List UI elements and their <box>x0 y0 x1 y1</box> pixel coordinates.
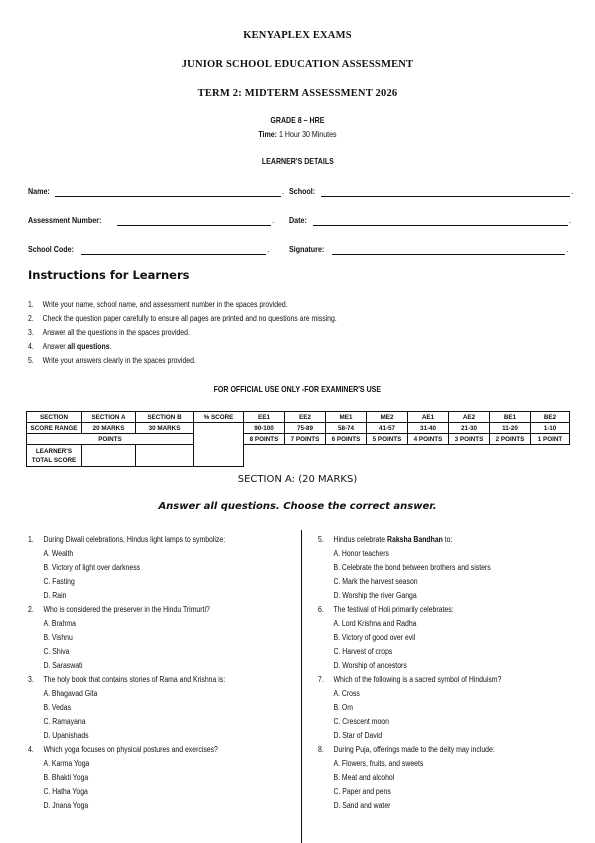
name-dot: . <box>282 187 285 196</box>
answer-option[interactable]: B. Bhakti Yoga <box>43 773 89 782</box>
range-ee2: 75-89 <box>285 423 326 434</box>
question <box>318 673 531 743</box>
question-stem <box>318 533 501 547</box>
answer-option[interactable]: C. Crescent moon <box>333 717 389 726</box>
grade-subject-text: GRADE 8 – HRE <box>270 116 325 125</box>
score-header-cell: BE1 <box>490 412 531 423</box>
answer-option[interactable]: A. Bhagavad Gita <box>43 689 98 698</box>
question-number: 5. <box>318 535 324 544</box>
assessment-number-dot: . <box>272 216 275 225</box>
points-me1: 6 POINTS <box>326 434 367 445</box>
questions-right-column <box>318 533 531 813</box>
question <box>28 673 257 743</box>
signature-dot: . <box>566 245 569 254</box>
question-stem <box>28 743 225 757</box>
assessment-title: JUNIOR SCHOOL EDUCATION ASSESSMENT <box>181 59 414 70</box>
signature-label: Signature: <box>289 244 325 254</box>
answer-option[interactable]: C. Shiva <box>43 647 70 656</box>
question-number: 2. <box>28 605 34 614</box>
answer-option[interactable]: B. Victory of light over darkness <box>43 563 141 572</box>
answer-option[interactable]: A. Honor teachers <box>333 549 389 558</box>
range-ae1: 31-40 <box>408 423 449 434</box>
answer-option[interactable]: D. Star of David <box>333 731 383 740</box>
signature-line[interactable] <box>332 254 565 255</box>
section-a-marks: 20 MARKS <box>82 423 136 434</box>
question <box>318 533 531 603</box>
points-ae2: 3 POINTS <box>449 434 490 445</box>
official-use-text: FOR OFFICIAL USE ONLY -FOR EXAMINER'S USE <box>213 385 382 394</box>
answer-option[interactable]: C. Harvest of crops <box>333 647 393 656</box>
score-header-cell: SECTION <box>27 412 82 423</box>
score-header-cell: ME2 <box>367 412 408 423</box>
instruction-number: 5. <box>28 356 34 365</box>
instruction-text: Write your answers clearly in the spaces provided. <box>42 356 196 365</box>
question-text: Which yoga focuses on physical postures and exercises? <box>43 745 218 754</box>
question-stem <box>318 673 501 687</box>
column-divider <box>301 530 302 843</box>
answer-option[interactable]: C. Paper and pens <box>333 787 391 796</box>
answer-option[interactable]: B. Vedas <box>43 703 72 712</box>
name-line[interactable] <box>55 196 281 197</box>
instruction-text-end: . <box>109 342 112 351</box>
answer-option[interactable]: D. Worship the river Ganga <box>333 591 417 600</box>
instruction-item <box>28 340 337 354</box>
points-ae1: 4 POINTS <box>408 434 449 445</box>
question-stem <box>318 603 501 617</box>
term-title: TERM 2: MIDTERM ASSESSMENT 2026 <box>197 88 398 99</box>
answer-option[interactable]: B. Celebrate the bond between brothers and sisters <box>333 563 491 572</box>
answer-option[interactable]: D. Sand and water <box>333 801 391 810</box>
question-stem <box>318 743 501 757</box>
instruction-text: Check the question paper carefully to ensure all pages are printed and no questions are missing. <box>42 314 337 323</box>
question-stem <box>28 673 225 687</box>
official-use-heading <box>0 385 595 394</box>
question-text: During Diwali celebrations, Hindus light lamps to symbolize: <box>43 535 226 544</box>
school-dot: . <box>571 187 574 196</box>
range-be2: 1-10 <box>531 423 570 434</box>
total-blank <box>244 445 570 467</box>
score-table-header-row <box>27 412 570 423</box>
question-text: Who is considered the preserver in the Hindu Trimurti? <box>43 605 210 614</box>
school-code-dot: . <box>267 245 270 254</box>
range-me2: 41-57 <box>367 423 408 434</box>
points-ee1: 8 POINTS <box>244 434 285 445</box>
answer-option[interactable]: D. Jnana Yoga <box>43 801 89 810</box>
range-be1: 11-20 <box>490 423 531 434</box>
instruction-item <box>28 326 337 340</box>
assessment-number-label: Assessment Number: <box>28 215 102 225</box>
learner-details-heading <box>0 157 595 166</box>
time-value: 1 Hour 30 Minutes <box>277 130 337 139</box>
answer-option[interactable]: B. Victory of good over evil <box>333 633 416 642</box>
total-section-b-cell[interactable] <box>136 445 194 467</box>
assessment-number-line[interactable] <box>117 225 271 226</box>
instruction-number: 4. <box>28 342 34 351</box>
question-stem <box>28 533 225 547</box>
learner-details-text: LEARNER'S DETAILS <box>261 157 334 166</box>
instruction-number: 1. <box>28 300 34 309</box>
question <box>28 533 257 603</box>
instruction-item <box>28 312 337 326</box>
answer-option[interactable]: A. Wealth <box>43 549 74 558</box>
total-section-a-cell[interactable] <box>82 445 136 467</box>
section-b-marks: 30 MARKS <box>136 423 194 434</box>
instruction-text: Answer <box>42 342 68 351</box>
score-header-cell: EE1 <box>244 412 285 423</box>
question-number: 4. <box>28 745 34 754</box>
score-header-cell: AE1 <box>408 412 449 423</box>
question <box>28 743 257 813</box>
school-code-label: School Code: <box>28 244 74 254</box>
answer-option[interactable]: C. Hatha Yoga <box>43 787 88 796</box>
answer-option[interactable]: C. Mark the harvest season <box>333 577 418 586</box>
answer-option[interactable]: D. Rain <box>43 591 67 600</box>
points-be2: 1 POINT <box>531 434 570 445</box>
range-ae2: 21-30 <box>449 423 490 434</box>
time-label: Time: <box>258 130 278 139</box>
instruction-item <box>28 354 337 368</box>
instruction-item <box>28 298 337 312</box>
grade-subject <box>0 116 595 125</box>
date-dot: . <box>569 216 572 225</box>
question-number: 7. <box>318 675 324 684</box>
answer-option[interactable]: A. Karma Yoga <box>43 759 90 768</box>
answer-option[interactable]: A. Lord Krishna and Radha <box>333 619 417 628</box>
answer-option[interactable]: A. Cross <box>333 689 360 698</box>
total-score-row <box>27 445 570 467</box>
score-header-cell: AE2 <box>449 412 490 423</box>
instruction-text: Answer all the questions in the spaces provided. <box>42 328 190 337</box>
points-ee2: 7 POINTS <box>285 434 326 445</box>
question-text: Hindus celebrate <box>333 535 388 544</box>
answer-option[interactable]: D. Saraswati <box>43 661 83 670</box>
section-a-title: SECTION A: (20 MARKS) <box>237 474 358 485</box>
question-number: 6. <box>318 605 324 614</box>
score-header-cell: BE2 <box>531 412 570 423</box>
range-me1: 58-74 <box>326 423 367 434</box>
score-header-cell: SECTION A <box>82 412 136 423</box>
instruction-text: Write your name, school name, and assessment number in the spaces provided. <box>42 300 288 309</box>
question-number: 1. <box>28 535 34 544</box>
question-text: The festival of Holi primarily celebrates: <box>333 605 454 614</box>
total-score-label <box>27 445 82 467</box>
answer-option[interactable]: D. Worship of ancestors <box>333 661 407 670</box>
question-bold: Raksha Bandhan <box>387 535 443 544</box>
score-header-cell: ME1 <box>326 412 367 423</box>
answer-option[interactable]: B. Om <box>333 703 353 712</box>
question <box>28 603 257 673</box>
questions-left-column <box>28 533 257 813</box>
score-header-cell: EE2 <box>285 412 326 423</box>
total-score-label-1: LEARNER'S <box>35 447 73 455</box>
points-be1: 2 POINTS <box>490 434 531 445</box>
question-stem <box>28 603 225 617</box>
question-text: During Puja, offerings made to the deity may include: <box>333 745 495 754</box>
answer-option[interactable]: C. Fasting <box>43 577 75 586</box>
question-number: 8. <box>318 745 324 754</box>
time-allowed <box>0 130 595 139</box>
school-label: School: <box>289 186 316 196</box>
points-row <box>27 434 570 445</box>
answer-option[interactable]: B. Vishnu <box>43 633 73 642</box>
answer-option[interactable]: A. Flowers, fruits, and sweets <box>333 759 424 768</box>
points-label: POINTS <box>27 434 194 445</box>
points-me2: 5 POINTS <box>367 434 408 445</box>
instruction-number: 2. <box>28 314 34 323</box>
date-line[interactable] <box>313 225 568 226</box>
question-text: Which of the following is a sacred symbol of Hinduism? <box>333 675 502 684</box>
instruction-number: 3. <box>28 328 34 337</box>
instruction-bold: all questions <box>67 342 110 351</box>
name-label: Name: <box>28 186 50 196</box>
score-table <box>26 411 570 467</box>
answer-option[interactable]: A. Brahma <box>43 619 76 628</box>
answer-option[interactable]: D. Upanishads <box>43 731 89 740</box>
instructions-list <box>28 298 387 368</box>
answer-option[interactable]: C. Ramayana <box>43 717 86 726</box>
question-text: The holy book that contains stories of Rama and Krishna is: <box>43 675 226 684</box>
question <box>318 603 531 673</box>
section-a-instruction: Answer all questions. Choose the correct answer. <box>158 501 437 512</box>
question-text-end: to: <box>442 535 453 544</box>
question <box>318 743 531 813</box>
range-ee1: 90-100 <box>244 423 285 434</box>
score-range-row <box>27 423 570 434</box>
school-code-line[interactable] <box>81 254 266 255</box>
answer-option[interactable]: B. Meat and alcohol <box>333 773 395 782</box>
school-line[interactable] <box>321 196 570 197</box>
percent-score-cell[interactable] <box>194 423 244 467</box>
score-header-cell: SECTION B <box>136 412 194 423</box>
total-score-label-2: TOTAL SCORE <box>31 456 77 464</box>
instructions-title: Instructions for Learners <box>28 268 190 282</box>
score-range-label: SCORE RANGE <box>27 423 82 434</box>
score-header-cell: % SCORE <box>194 412 244 423</box>
date-label: Date: <box>289 215 307 225</box>
exam-org-title: KENYAPLEX EXAMS <box>243 30 352 41</box>
question-number: 3. <box>28 675 34 684</box>
